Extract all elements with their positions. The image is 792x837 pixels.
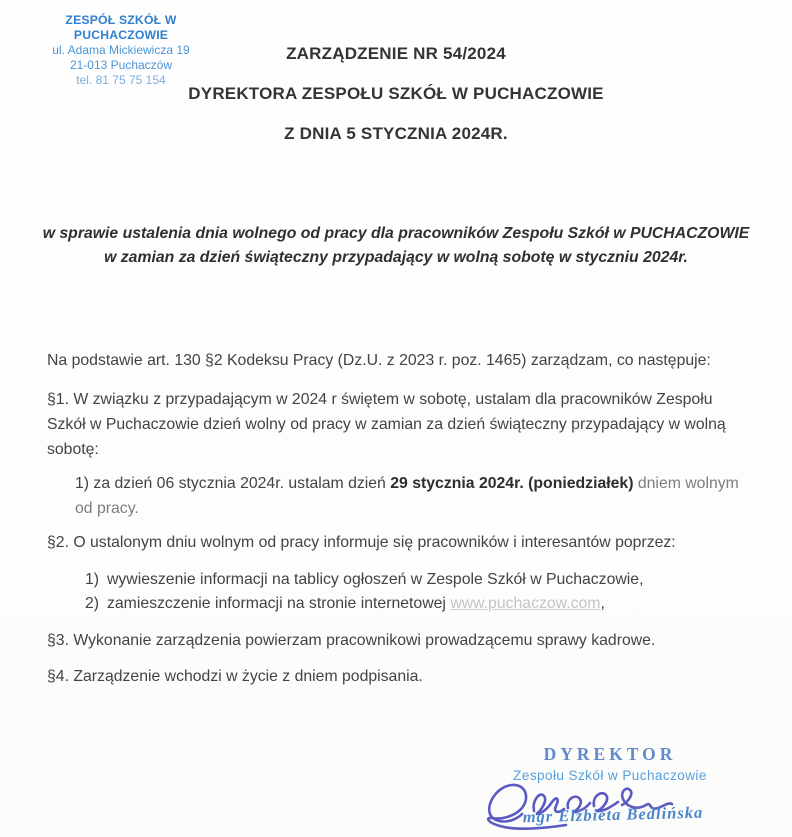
- website-url-text: www.puchaczow.com: [450, 594, 601, 612]
- list-item: [47, 568, 748, 592]
- list-item-text: [107, 592, 605, 616]
- paragraph-2: §2. O ustalonym dniu wolnym od pracy informuje się pracowników i interesantów poprzez:: [47, 534, 676, 551]
- list-item: [47, 592, 748, 616]
- paragraph-2-list: [47, 568, 748, 615]
- stamp-city: 21-013 Puchaczów: [69, 58, 173, 72]
- document-title: [0, 34, 792, 154]
- item1-text-pre: 1) za dzień 06 stycznia 2024r. ustalam dzień: [75, 475, 391, 492]
- list-item-marker: 1): [85, 571, 100, 588]
- subject-line-2: w zamian za dzień świąteczny przypadający w wolną sobotę w styczniu 2024r.: [104, 249, 688, 266]
- list-item-text-pre: zamieszczenie informacji na stronie internetowej: [107, 594, 451, 612]
- list-item-text-post: ,: [600, 594, 605, 612]
- document-body: [47, 348, 748, 689]
- document-subject: [40, 222, 752, 270]
- title-line-issuer: DYREKTORA ZESPOŁU SZKÓŁ W PUCHACZOWIE: [188, 84, 604, 103]
- signature-role-stamp: DYREKTOR: [543, 744, 677, 764]
- list-item-text: wywieszenie informacji na tablicy ogłoszeń w Zespole Szkół w Puchaczowie,: [107, 571, 644, 588]
- signature-name-stamp: mgr Elżbieta Bedlińska: [522, 802, 704, 827]
- title-line-number: ZARZĄDZENIE NR 54/2024: [286, 44, 506, 63]
- signature-org-stamp: Zespołu Szkół w Puchaczowie: [513, 768, 707, 783]
- item1-text-post: dniem wolnym od pracy.: [75, 475, 739, 517]
- paragraph-1-item-1: [47, 471, 748, 521]
- paragraph-1: §1. W związku z przypadającym w 2024 r świętem w sobotę, ustalam dla pracowników Zespołu Szkół w Puchaczowie dzień wolny od pracy w zamian za dzień świąteczny przypadający w wolną sobotę:: [47, 391, 726, 458]
- stamp-school-name: ZESPÓŁ SZKÓŁ W PUCHACZOWIE: [65, 13, 177, 42]
- stamp-street: ul. Adama Mickiewicza 19: [52, 43, 190, 57]
- title-line-date: Z DNIA 5 STYCZNIA 2024R.: [284, 124, 508, 143]
- paragraph-4: §4. Zarządzenie wchodzi w życie z dniem podpisania.: [47, 668, 423, 685]
- subject-line-1: w sprawie ustalenia dnia wolnego od pracy dla pracowników Zespołu Szkół w PUCHACZOWIE: [42, 225, 750, 242]
- signature-block: [486, 744, 734, 837]
- legal-basis-paragraph: Na podstawie art. 130 §2 Kodeksu Pracy (Dz.U. z 2023 r. poz. 1465) zarządzam, co następuje:: [47, 352, 711, 369]
- list-item-marker: 2): [85, 594, 100, 612]
- paragraph-3: §3. Wykonanie zarządzenia powierzam pracownikowi prowadzącemu sprawy kadrowe.: [47, 632, 656, 649]
- item1-date-bold: 29 stycznia 2024r. (poniedziałek): [390, 475, 634, 492]
- stamp-phone: tel. 81 75 75 154: [76, 73, 166, 87]
